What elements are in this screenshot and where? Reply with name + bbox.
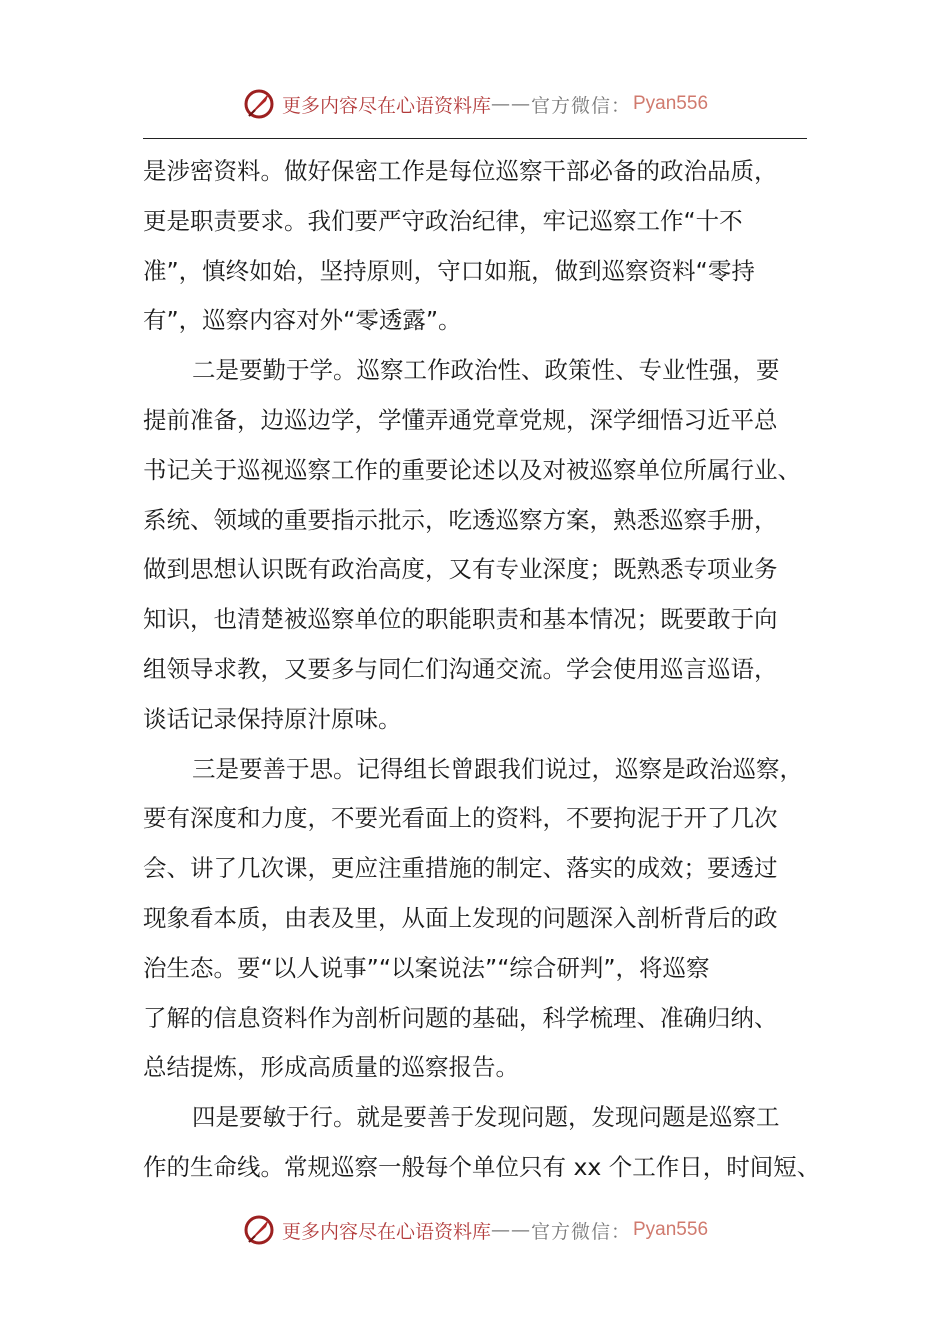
banner-site-text: 更多内容尽在心语资料库	[281, 94, 491, 117]
banner-wechat-label: 官方微信：	[530, 1220, 631, 1243]
body-line: 谈话记录保持原汁原味。	[143, 704, 402, 733]
header-divider	[143, 138, 807, 139]
paragraph-start-line: 四是要敏于行。就是要善于发现问题，发现问题是巡察工	[192, 1103, 780, 1132]
banner-wechat-id: Pyan556	[633, 93, 709, 114]
quill-logo-icon	[242, 87, 276, 121]
body-line: 更是职责要求。我们要严守政治纪律，牢记巡察工作“十不	[143, 206, 743, 235]
body-line: 现象看本质，由表及里，从面上发现的问题深入剖析背后的政	[143, 903, 778, 932]
banner-site-text: 更多内容尽在心语资料库	[281, 1220, 491, 1243]
footer-banner	[0, 1210, 950, 1250]
body-line: 要有深度和力度，不要光看面上的资料，不要拘泥于开了几次	[143, 804, 778, 833]
body-line: 准”，慎终如始，坚持原则，守口如瓶，做到巡察资料“零持	[143, 256, 755, 285]
banner-separator: ——	[490, 1219, 531, 1241]
banner-wechat-label: 官方微信：	[530, 94, 631, 117]
body-line: 提前准备，边巡边学，学懂弄通党章党规，深学细悟习近平总	[143, 405, 778, 434]
body-line: 了解的信息资料作为剖析问题的基础，科学梳理、准确归纳、	[143, 1003, 778, 1032]
body-line: 做到思想认识既有政治高度，又有专业深度；既熟悉专项业务	[143, 555, 778, 584]
quill-logo-icon	[242, 1213, 276, 1247]
document-body	[143, 147, 823, 1193]
body-line: 是涉密资料。做好保密工作是每位巡察干部必备的政治品质，	[143, 157, 778, 185]
banner-separator: ——	[490, 93, 531, 115]
body-line: 组领导求教，又要多与同仁们沟通交流。学会使用巡言巡语，	[143, 654, 778, 683]
body-line: 知识，也清楚被巡察单位的职能职责和基本情况；既要敢于向	[143, 605, 778, 634]
body-line: 作的生命线。常规巡察一般每个单位只有 xx 个工作日，时间短、	[143, 1152, 821, 1181]
body-line: 书记关于巡视巡察工作的重要论述以及对被巡察单位所属行业、	[143, 455, 801, 484]
body-line: 治生态。要“以人说事”“以案说法”“综合研判”，将巡察	[143, 953, 710, 982]
banner-wechat-id: Pyan556	[633, 1219, 709, 1240]
body-line: 会、讲了几次课，更应注重措施的制定、落实的成效；要透过	[143, 854, 778, 883]
body-line: 总结提炼，形成高质量的巡察报告。	[143, 1053, 519, 1082]
paragraph-start-line: 三是要善于思。记得组长曾跟我们说过，巡察是政治巡察，	[192, 754, 803, 783]
body-line: 系统、领域的重要指示批示，吃透巡察方案，熟悉巡察手册，	[143, 505, 778, 534]
header-banner	[0, 84, 950, 124]
body-line: 有”，巡察内容对外“零透露”。	[143, 306, 462, 335]
paragraph-start-line: 二是要勤于学。巡察工作政治性、政策性、专业性强，要	[192, 356, 780, 385]
